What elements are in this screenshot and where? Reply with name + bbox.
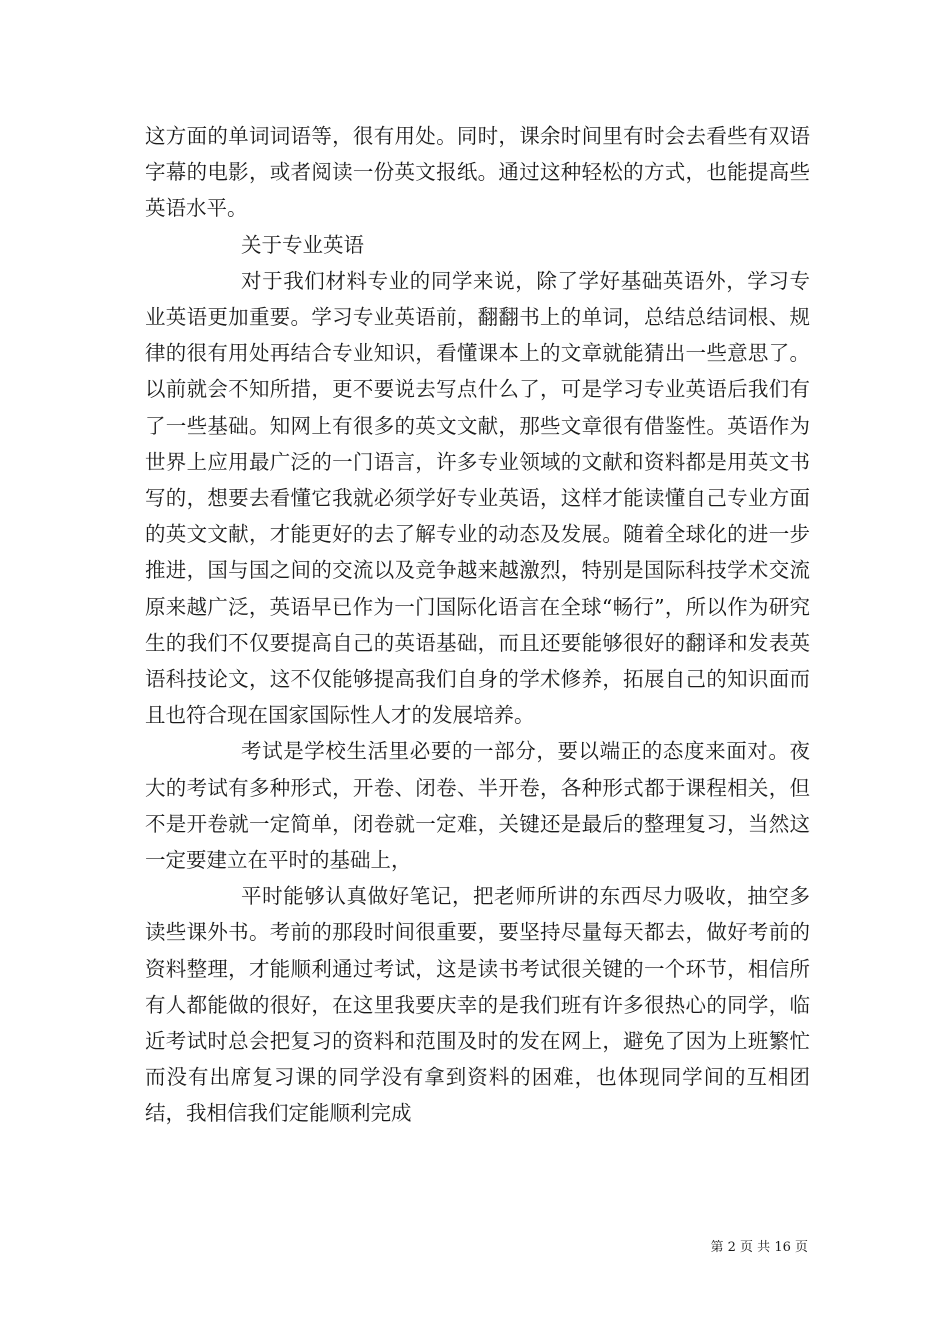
document-body — [145, 118, 810, 1132]
page-number: 第 2 页 共 16 页 — [710, 1240, 808, 1255]
paragraph-3: 考试是学校生活里必要的一部分，要以端正的态度来面对。夜大的考试有多种形式，开卷、闭卷、半开卷，各种形式都于课程相关，但不是开卷就一定简单，闭卷就一定难，关键还是最后的整理复习，当然这一定要建立在平时的基础上， — [145, 739, 810, 873]
paragraph-1: 这方面的单词词语等，很有用处。同时，课余时间里有时会去看些有双语字幕的电影，或者阅读一份英文报纸。通过这种轻松的方式，也能提高些英语水平。 — [145, 124, 810, 221]
paragraph-2: 对于我们材料专业的同学来说，除了学好基础英语外，学习专业英语更加重要。学习专业英语前，翻翻书上的单词，总结总结词根、规律的很有用处再结合专业知识，看懂课本上的文章就能猜出一些意思了。以前就会不知所措，更不要说去写点什么了，可是学习专业英语后我们有了一些基础。知网上有很多的英文文献，那些文章很有借鉴性。英语作为世界上应用最广泛的一门语言，许多专业领域的文献和资料都是用英文书写的，想要去看懂它我就必须学好专业英语，这样才能读懂自己专业方面的英文文献，才能更好的去了解专业的动态及发展。随着全球化的进一步推进，国与国之间的交流以及竞争越来越激烈，特别是国际科技学术交流原来越广泛，英语早已作为一门国际化语言在全球“畅行”，所以作为研究生的我们不仅要提高自己的英语基础，而且还要能够很好的翻译和发表英语科技论文，这不仅能够提高我们自身的学术修养，拓展自己的知识面而且也符合现在国家国际性人才的发展培养。 — [145, 268, 810, 728]
section-heading: 关于专业英语 — [241, 232, 364, 257]
paragraph-4: 平时能够认真做好笔记，把老师所讲的东西尽力吸收，抽空多读些课外书。考前的那段时间很重要，要坚持尽量每天都去，做好考前的资料整理，才能顺利通过考试，这是读书考试很关键的一个环节，相信所有人都能做的很好，在这里我要庆幸的是我们班有许多很热心的同学，临近考试时总会把复习的资料和范围及时的发在网上，避免了因为上班繁忙而没有出席复习课的同学没有拿到资料的困难，也体现同学间的互相团结，我相信我们定能顺利完成 — [145, 884, 810, 1126]
